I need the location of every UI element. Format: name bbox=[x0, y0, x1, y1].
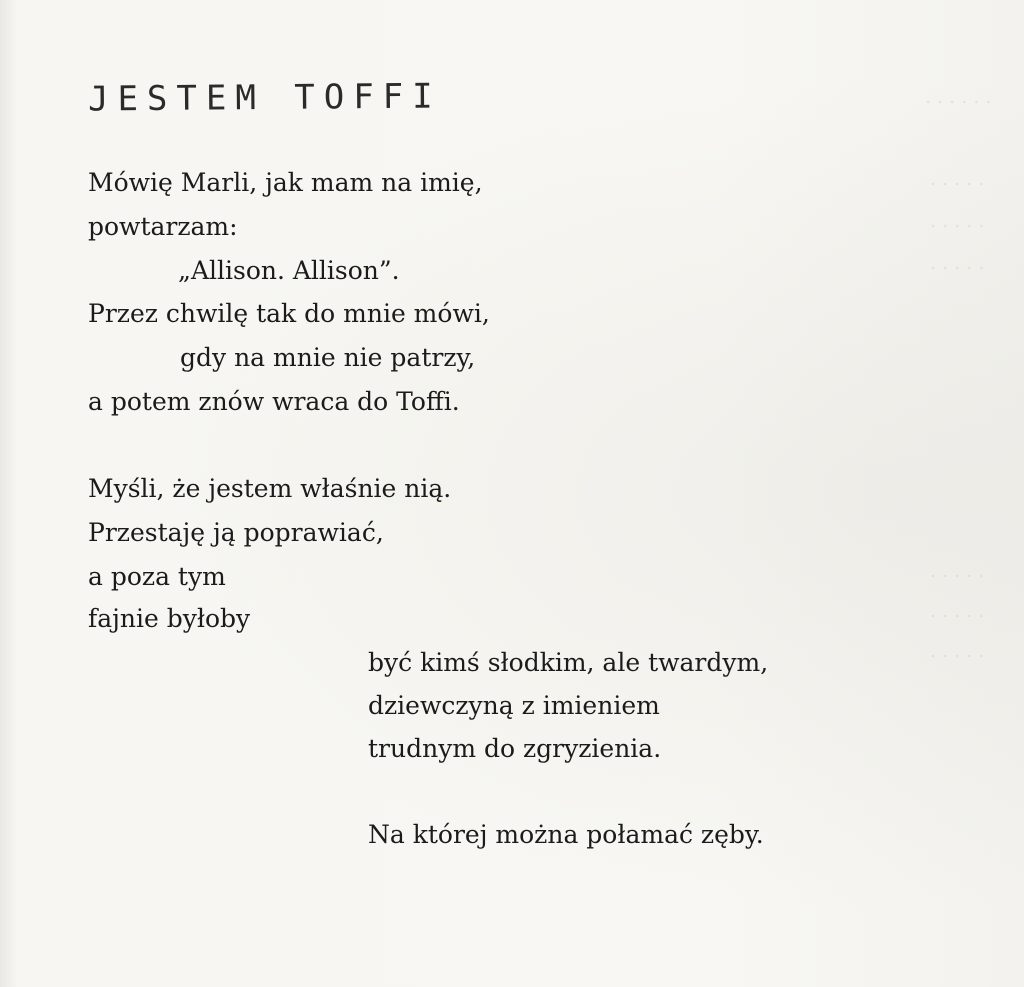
poem-line: Przez chwilę tak do mnie mówi, bbox=[88, 299, 490, 328]
poem-title: JESTEM TOFFI bbox=[87, 76, 442, 120]
poem-line: „Allison. Allison”. bbox=[178, 256, 400, 285]
poem-line: Myśli, że jestem właśnie nią. bbox=[88, 474, 452, 503]
poem-line: dziewczyną z imieniem bbox=[368, 691, 660, 720]
poem-line: być kimś słodkim, ale twardym, bbox=[368, 648, 769, 677]
poem-line: a potem znów wraca do Toffi. bbox=[88, 387, 460, 416]
poem-line: Mówię Marli, jak mam na imię, bbox=[88, 168, 483, 197]
show-through-text: . . . . . bbox=[930, 560, 985, 582]
show-through-text: . . . . . . bbox=[925, 86, 992, 108]
show-through-text: . . . . . bbox=[930, 210, 985, 232]
show-through-text: . . . . . bbox=[930, 600, 985, 622]
show-through-text: . . . . . bbox=[930, 252, 985, 274]
poem-line: gdy na mnie nie patrzy, bbox=[180, 343, 476, 372]
show-through-text: . . . . . bbox=[930, 640, 985, 662]
poem-line: fajnie byłoby bbox=[88, 604, 251, 633]
poem-line: a poza tym bbox=[88, 562, 226, 591]
show-through-text: . . . . . bbox=[930, 168, 985, 190]
poem-line: powtarzam: bbox=[88, 212, 238, 241]
poem-line: trudnym do zgryzienia. bbox=[368, 734, 662, 763]
poem-line: Przestaję ją poprawiać, bbox=[88, 518, 384, 547]
poem-line: Na której można połamać zęby. bbox=[368, 820, 764, 849]
